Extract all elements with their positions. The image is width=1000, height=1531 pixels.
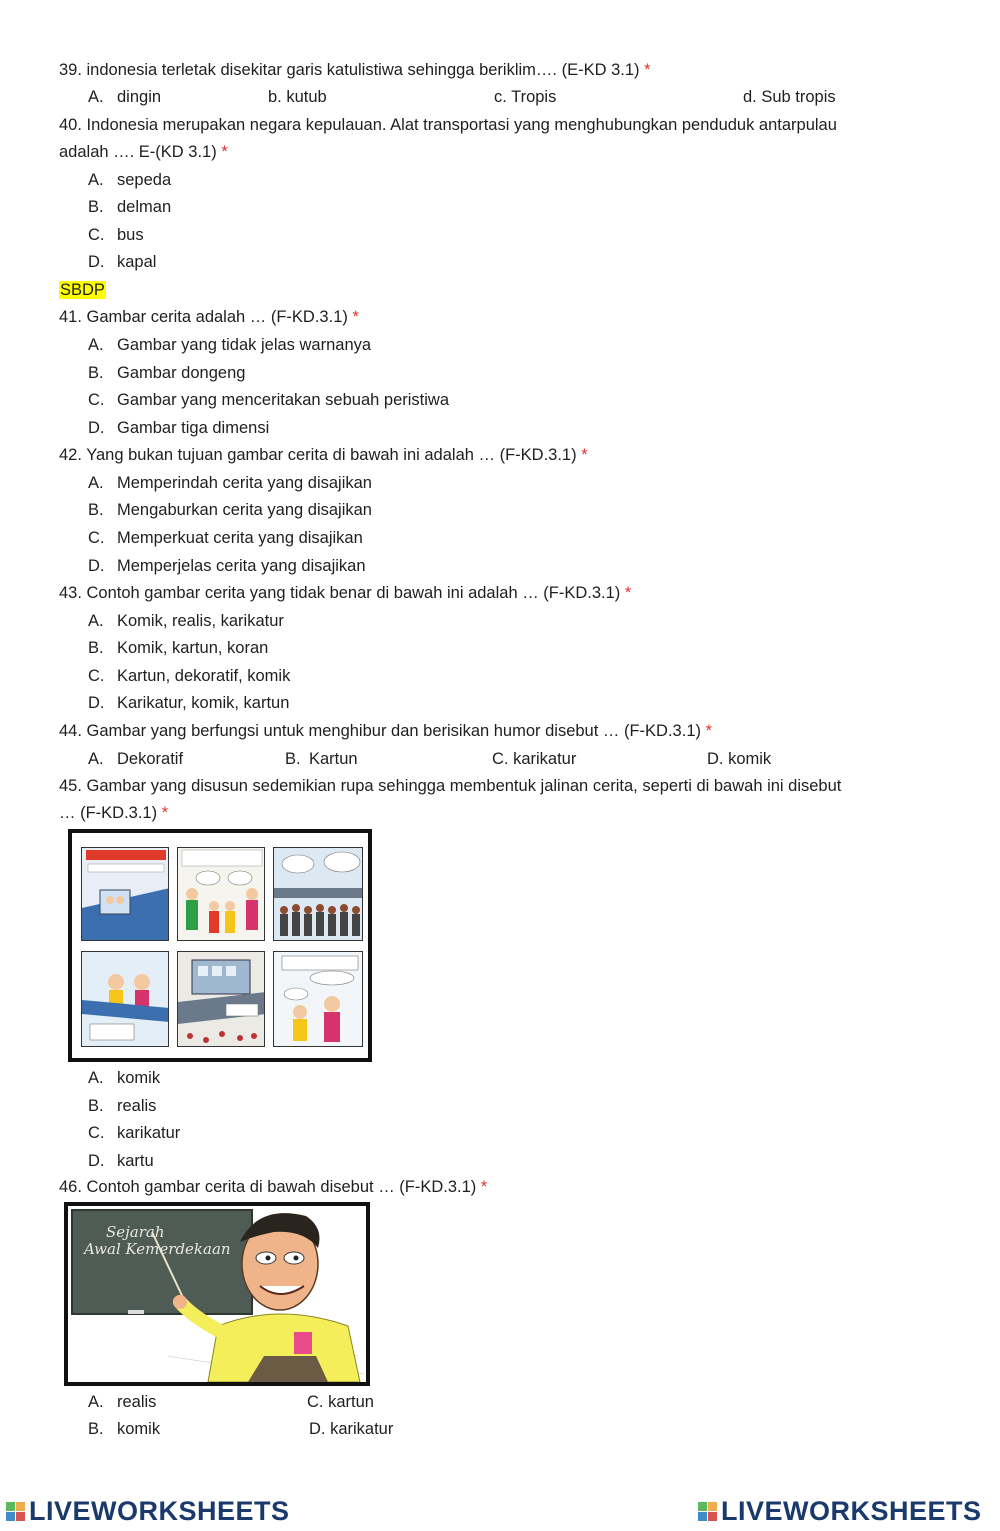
comic-panel-5-drawing [178,952,265,1047]
liveworksheets-logo-icon [6,1502,25,1521]
option-text: realis [117,1393,157,1411]
q39-option-a[interactable] [88,86,161,108]
comic-panel-1 [81,847,169,941]
option-text: delman [117,198,172,216]
required-star: * [480,1178,488,1196]
q44-option-d[interactable] [707,748,771,770]
option-letter: A. [88,171,104,189]
liveworksheets-logo-right[interactable] [698,1496,982,1527]
comic-panel-5 [177,951,265,1047]
question-44 [59,720,712,742]
question-text: 46. Contoh gambar cerita di bawah disebut … (F-KD.3.1) [59,1178,477,1196]
question-text: 43. Contoh gambar cerita yang tidak benar di bawah ini adalah … (F-KD.3.1) [59,584,621,602]
option-text: kapal [117,253,157,271]
comic-panel-4-drawing [82,952,169,1047]
q43-option-a[interactable] [88,610,284,632]
question-39 [59,59,651,81]
option-letter: D. [88,557,105,575]
q44-option-b[interactable] [285,748,358,770]
q46-option-a[interactable] [88,1391,156,1413]
option-text: Dekoratif [117,750,184,768]
q42-option-d[interactable] [88,555,366,577]
question-text: 41. Gambar cerita adalah … (F-KD.3.1) [59,308,348,326]
required-star: * [705,722,713,740]
q46-option-d[interactable] [309,1418,393,1440]
q40-option-b[interactable] [88,196,171,218]
q41-option-d[interactable] [88,417,269,439]
q39-option-d[interactable] [743,86,836,108]
q46-option-c[interactable] [307,1391,374,1413]
question-text: 39. indonesia terletak disekitar garis katulistiwa sehingga beriklim…. (E-KD 3.1) [59,61,640,79]
q41-option-a[interactable] [88,334,371,356]
q40-option-d[interactable] [88,251,156,273]
q44-option-c[interactable] [492,748,576,770]
option-text: Memperkuat cerita yang disajikan [117,529,363,547]
option-text: realis [117,1097,157,1115]
option-letter: D. [88,694,105,712]
blackboard-line-2: Awal Kemerdekaan [84,1240,231,1258]
q45-option-a[interactable] [88,1067,160,1089]
question-43 [59,582,631,604]
q43-option-b[interactable] [88,637,268,659]
option-letter: C. [88,391,105,409]
option-letter: B. [285,750,301,768]
option-text: c. Tropis [494,88,557,106]
option-text: Komik, kartun, koran [117,639,269,657]
q42-option-a[interactable] [88,472,372,494]
q43-option-d[interactable] [88,692,289,714]
required-star: * [581,446,588,464]
option-text: Kartun, dekoratif, komik [117,667,291,685]
required-star: * [221,143,228,161]
q40-option-a[interactable] [88,169,171,191]
option-text: Gambar tiga dimensi [117,419,270,437]
option-text: C. karikatur [492,750,577,768]
comic-panel-4 [81,951,169,1047]
option-letter: B. [88,1420,104,1438]
option-text: Mengaburkan cerita yang disajikan [117,501,372,519]
required-star: * [161,804,169,822]
q41-option-b[interactable] [88,362,245,384]
q39-option-b[interactable] [268,86,327,108]
question-41 [59,306,359,328]
option-text: D. komik [707,750,772,768]
comic-panel-6-drawing [274,952,363,1047]
liveworksheets-logo-left[interactable] [6,1496,290,1527]
option-letter: A. [88,336,104,354]
question-text: 44. Gambar yang berfungsi untuk menghibur dan berisikan humor disebut … (F-KD.3.1) [59,722,701,740]
comic-panel-2-drawing [178,848,265,941]
section-heading [59,279,106,301]
q44-option-a[interactable] [88,748,183,770]
q42-option-c[interactable] [88,527,363,549]
question-40-line2 [59,141,228,163]
question-text: 42. Yang bukan tujuan gambar cerita di bawah ini adalah … (F-KD.3.1) [59,446,577,464]
q45-option-b[interactable] [88,1095,156,1117]
option-text: komik [117,1069,161,1087]
option-text: C. kartun [307,1393,374,1411]
q43-option-c[interactable] [88,665,290,687]
q40-option-c[interactable] [88,224,144,246]
q45-option-c[interactable] [88,1122,180,1144]
option-text: Gambar yang menceritakan sebuah peristiwa [117,391,450,409]
comic-panel-2 [177,847,265,941]
caricature-image [64,1202,370,1386]
option-letter: D. [88,253,105,271]
option-letter: C. [88,529,105,547]
option-text: Memperindah cerita yang disajikan [117,474,372,492]
option-letter: B. [88,639,104,657]
required-star: * [644,61,651,79]
option-text: Gambar dongeng [117,364,246,382]
question-text: adalah …. E-(KD 3.1) [59,143,217,161]
option-text: D. karikatur [309,1420,394,1438]
blackboard-line-1: Sejarah [106,1223,165,1241]
option-letter: B. [88,501,104,519]
option-text: Karikatur, komik, kartun [117,694,290,712]
question-45-line2 [59,802,168,824]
option-text: Kartun [309,750,358,768]
option-letter: C. [88,667,105,685]
section-label: SBDP [60,281,105,299]
comic-panel-1-drawing [82,848,169,941]
option-letter: A. [88,88,104,106]
option-letter: A. [88,750,104,768]
comic-panel-6 [273,951,363,1047]
option-text: sepeda [117,171,172,189]
option-letter: B. [88,364,104,382]
option-text: dingin [117,88,162,106]
question-42 [59,444,588,466]
q39-option-c[interactable] [494,86,556,108]
option-letter: A. [88,612,104,630]
option-text: Memperjelas cerita yang disajikan [117,557,366,575]
option-text: bus [117,226,144,244]
option-letter: D. [88,419,105,437]
question-45-line1: 45. Gambar yang disusun sedemikian rupa sehingga membentuk jalinan cerita, seperti di bawah ini disebut [59,777,842,795]
option-text: kartu [117,1152,154,1170]
q42-option-b[interactable] [88,499,372,521]
option-text: karikatur [117,1124,181,1142]
q41-option-c[interactable] [88,389,449,411]
liveworksheets-logo-icon [698,1502,717,1521]
option-text: b. kutub [268,88,327,106]
option-letter: A. [88,1069,104,1087]
liveworksheets-logo-text: LIVEWORKSHEETS [29,1496,290,1526]
blackboard-text [84,1224,231,1258]
option-letter: A. [88,474,104,492]
question-46 [59,1176,487,1198]
comic-panel-3-drawing [274,848,363,941]
option-text: komik [117,1420,161,1438]
comic-panel-3 [273,847,363,941]
option-letter: D. [88,1152,105,1170]
option-letter: C. [88,1124,105,1142]
option-letter: B. [88,198,104,216]
option-text: d. Sub tropis [743,88,836,106]
option-text: Gambar yang tidak jelas warnanya [117,336,372,354]
liveworksheets-logo-text: LIVEWORKSHEETS [721,1496,982,1526]
question-text: … (F-KD.3.1) [59,804,158,822]
option-letter: C. [88,226,105,244]
required-star: * [624,584,632,602]
required-star: * [352,308,359,326]
comic-strip-image [68,829,372,1062]
question-40-line1: 40. Indonesia merupakan negara kepulauan. Alat transportasi yang menghubungkan penduduk antarpulau [59,116,837,134]
q46-option-b[interactable] [88,1418,160,1440]
option-text: Komik, realis, karikatur [117,612,284,630]
option-letter: B. [88,1097,104,1115]
q45-option-d[interactable] [88,1150,154,1172]
option-letter: A. [88,1393,104,1411]
